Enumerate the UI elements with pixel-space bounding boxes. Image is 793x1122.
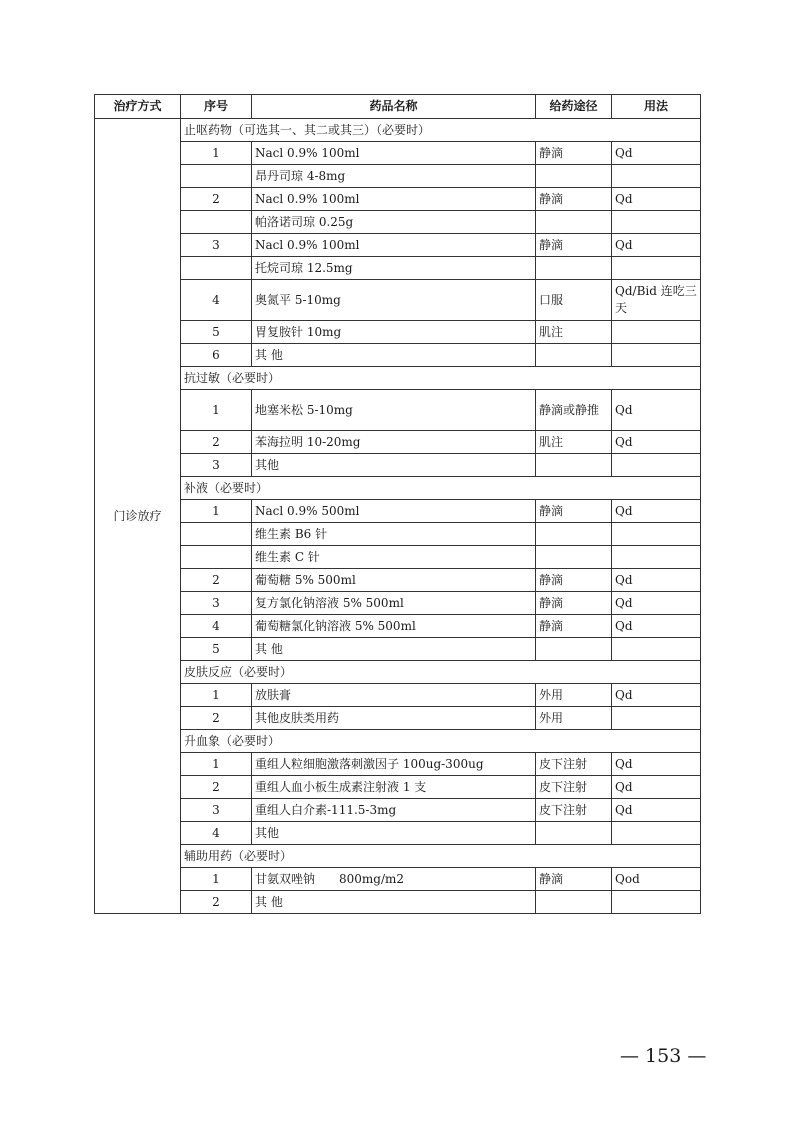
table-row	[95, 321, 701, 344]
category-row	[95, 730, 701, 753]
row-number	[181, 211, 252, 234]
drug-name: 重组人血小板生成素注射液 1 支	[252, 776, 536, 799]
row-number: 4	[181, 822, 252, 845]
table-row	[95, 390, 701, 431]
usage: Qd	[612, 684, 701, 707]
row-number: 6	[181, 344, 252, 367]
header-usage: 用法	[612, 95, 701, 119]
drug-name: 苯海拉明 10-20mg	[252, 431, 536, 454]
row-number: 2	[181, 776, 252, 799]
table-row	[95, 165, 701, 188]
usage: Qod	[612, 868, 701, 891]
table-row	[95, 234, 701, 257]
route: 皮下注射	[536, 753, 612, 776]
table-row	[95, 454, 701, 477]
header-drug-name: 药品名称	[252, 95, 536, 119]
usage	[612, 546, 701, 569]
usage: Qd	[612, 615, 701, 638]
usage: Qd	[612, 234, 701, 257]
row-number: 3	[181, 234, 252, 257]
usage: Qd	[612, 569, 701, 592]
header-treatment-mode: 治疗方式	[95, 95, 181, 119]
row-number	[181, 257, 252, 280]
route: 静滴	[536, 615, 612, 638]
drug-name: 其他	[252, 822, 536, 845]
usage	[612, 321, 701, 344]
route: 肌注	[536, 321, 612, 344]
table-row	[95, 523, 701, 546]
usage	[612, 638, 701, 661]
route: 外用	[536, 684, 612, 707]
row-number: 2	[181, 431, 252, 454]
row-number: 2	[181, 891, 252, 914]
usage: Qd	[612, 799, 701, 822]
usage: Qd/Bid 连吃三天	[612, 280, 701, 321]
table-row	[95, 500, 701, 523]
route: 静滴	[536, 569, 612, 592]
treatment-mode-cell: 门诊放疗	[95, 119, 181, 914]
table-row	[95, 280, 701, 321]
usage: Qd	[612, 390, 701, 431]
category-row	[95, 845, 701, 868]
table-row	[95, 344, 701, 367]
table-row	[95, 799, 701, 822]
route: 口服	[536, 280, 612, 321]
row-number	[181, 523, 252, 546]
table-row	[95, 142, 701, 165]
route	[536, 211, 612, 234]
table-row	[95, 211, 701, 234]
usage	[612, 707, 701, 730]
drug-name: 重组人粒细胞激落刺激因子 100ug-300ug	[252, 753, 536, 776]
table-row	[95, 684, 701, 707]
category-row	[95, 661, 701, 684]
route: 外用	[536, 707, 612, 730]
table-row	[95, 822, 701, 845]
usage	[612, 523, 701, 546]
row-number: 3	[181, 799, 252, 822]
drug-name: 葡萄糖氯化钠溶液 5% 500ml	[252, 615, 536, 638]
row-number: 2	[181, 188, 252, 211]
drug-name: 其他皮肤类用药	[252, 707, 536, 730]
category-label: 补液（必要时）	[181, 477, 701, 500]
usage: Qd	[612, 776, 701, 799]
usage	[612, 211, 701, 234]
route	[536, 523, 612, 546]
usage	[612, 454, 701, 477]
header-row	[95, 95, 701, 119]
usage: Qd	[612, 500, 701, 523]
row-number: 1	[181, 390, 252, 431]
drug-name: 其 他	[252, 891, 536, 914]
row-number: 3	[181, 454, 252, 477]
category-label: 辅助用药（必要时）	[181, 845, 701, 868]
usage	[612, 257, 701, 280]
drug-name: 维生素 C 针	[252, 546, 536, 569]
row-number: 4	[181, 615, 252, 638]
drug-name: 甘氨双唑钠 800mg/m2	[252, 868, 536, 891]
page-number: — 153 —	[620, 1045, 707, 1067]
route	[536, 891, 612, 914]
route	[536, 257, 612, 280]
usage: Qd	[612, 431, 701, 454]
drug-name: 昂丹司琼 4-8mg	[252, 165, 536, 188]
route	[536, 638, 612, 661]
usage	[612, 891, 701, 914]
table-row	[95, 707, 701, 730]
drug-name: 奥氮平 5-10mg	[252, 280, 536, 321]
category-label: 升血象（必要时）	[181, 730, 701, 753]
drug-name: 维生素 B6 针	[252, 523, 536, 546]
drug-name: 重组人白介素-111.5-3mg	[252, 799, 536, 822]
table-row	[95, 868, 701, 891]
drug-table	[94, 94, 701, 914]
header-number: 序号	[181, 95, 252, 119]
row-number: 2	[181, 569, 252, 592]
row-number: 5	[181, 638, 252, 661]
row-number	[181, 546, 252, 569]
drug-name: 其 他	[252, 344, 536, 367]
table-row	[95, 638, 701, 661]
drug-name: 其 他	[252, 638, 536, 661]
route	[536, 165, 612, 188]
drug-name: 地塞米松 5-10mg	[252, 390, 536, 431]
table-row	[95, 257, 701, 280]
table-body	[95, 119, 701, 914]
row-number: 1	[181, 753, 252, 776]
drug-name: Nacl 0.9% 100ml	[252, 188, 536, 211]
drug-name: Nacl 0.9% 500ml	[252, 500, 536, 523]
row-number: 3	[181, 592, 252, 615]
category-label: 抗过敏（必要时）	[181, 367, 701, 390]
row-number: 1	[181, 500, 252, 523]
table-row	[95, 592, 701, 615]
drug-name: 托烷司琼 12.5mg	[252, 257, 536, 280]
category-row	[95, 477, 701, 500]
table-row	[95, 188, 701, 211]
table-row	[95, 546, 701, 569]
table-row	[95, 891, 701, 914]
table-row	[95, 776, 701, 799]
route: 静滴	[536, 234, 612, 257]
category-row	[95, 367, 701, 390]
row-number: 1	[181, 142, 252, 165]
drug-name: 复方氯化钠溶液 5% 500ml	[252, 592, 536, 615]
route: 静滴	[536, 868, 612, 891]
route: 皮下注射	[536, 776, 612, 799]
route: 静滴或静推	[536, 390, 612, 431]
route: 静滴	[536, 500, 612, 523]
route	[536, 822, 612, 845]
usage	[612, 822, 701, 845]
drug-name: Nacl 0.9% 100ml	[252, 234, 536, 257]
category-label: 皮肤反应（必要时）	[181, 661, 701, 684]
usage: Qd	[612, 753, 701, 776]
drug-name: 帕洛诺司琼 0.25g	[252, 211, 536, 234]
row-number: 4	[181, 280, 252, 321]
route: 肌注	[536, 431, 612, 454]
table-row	[95, 569, 701, 592]
drug-name: 葡萄糖 5% 500ml	[252, 569, 536, 592]
route: 皮下注射	[536, 799, 612, 822]
row-number: 1	[181, 868, 252, 891]
drug-name: 其他	[252, 454, 536, 477]
usage: Qd	[612, 592, 701, 615]
route: 静滴	[536, 142, 612, 165]
route	[536, 344, 612, 367]
table-row	[95, 615, 701, 638]
header-route: 给药途径	[536, 95, 612, 119]
usage: Qd	[612, 188, 701, 211]
route: 静滴	[536, 188, 612, 211]
row-number	[181, 165, 252, 188]
route: 静滴	[536, 592, 612, 615]
table-row	[95, 431, 701, 454]
category-label: 止呕药物（可选其一、其二或其三）（必要时）	[181, 119, 701, 142]
row-number: 5	[181, 321, 252, 344]
usage	[612, 165, 701, 188]
route	[536, 546, 612, 569]
row-number: 2	[181, 707, 252, 730]
row-number: 1	[181, 684, 252, 707]
route	[536, 454, 612, 477]
category-row	[95, 119, 701, 142]
table-row	[95, 753, 701, 776]
drug-name: 放肤膏	[252, 684, 536, 707]
drug-name: 胃复胺针 10mg	[252, 321, 536, 344]
drug-name: Nacl 0.9% 100ml	[252, 142, 536, 165]
usage: Qd	[612, 142, 701, 165]
usage	[612, 344, 701, 367]
